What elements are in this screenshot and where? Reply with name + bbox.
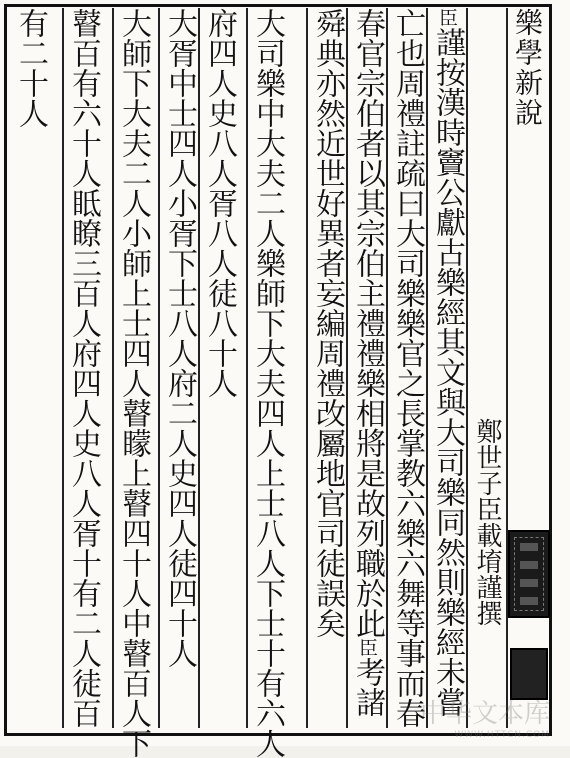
author-column [466, 8, 506, 728]
text-column-9 [62, 8, 102, 728]
text-column-10 [10, 8, 50, 728]
title-column [506, 8, 546, 728]
author-line: 鄭世子臣載堉謹撰 [472, 418, 502, 626]
text-column-1 [426, 8, 466, 728]
watermark-main: 中华文本库 [419, 699, 550, 729]
text-column-6 [198, 8, 238, 728]
text-column-2 [386, 8, 426, 728]
text-column-3 [346, 8, 386, 728]
column-text: 亡也周禮註疏曰大司樂樂官之長掌教六樂六舞等事而春 [390, 8, 425, 728]
seal-pattern [514, 537, 544, 611]
small-char: 臣 [356, 638, 378, 657]
text-column-5 [246, 8, 286, 758]
column-text: 大胥中士四人小胥下士八人府二人史四人徒四十人 [162, 8, 197, 668]
small-char: 臣 [436, 8, 458, 27]
text-column-8 [112, 8, 152, 758]
watermark-url: WWW.HTTCN.COM [454, 730, 550, 740]
column-text: 春官宗伯者以其宗伯主禮禮樂相將是故列職於此臣考諸 [350, 8, 385, 717]
library-seal [508, 530, 550, 618]
document-title: 樂學新說 [511, 8, 544, 128]
text-column-4 [306, 8, 346, 728]
column-text: 大師下大夫二人小師上士四人瞽矇上瞽四十人中瞽百人下 [116, 8, 151, 758]
column-text: 舜典亦然近世好異者妄編周禮改屬地官司徒誤矣 [310, 8, 345, 638]
column-text: 臣謹按漢時竇公獻古樂經其文與大司樂同然則樂經未嘗 [430, 8, 465, 717]
text-column-7 [158, 8, 198, 728]
watermark [420, 693, 550, 740]
column-text: 瞽百有六十人眡瞭三百人府四人史八人胥十有二人徒百 [66, 8, 101, 728]
column-text: 大司樂中大夫二人樂師下大夫四人上士八人下士十有六人 [250, 8, 285, 758]
column-text: 有二十人 [13, 8, 48, 128]
column-text: 府四人史八人胥八人徒八十人 [202, 8, 237, 398]
